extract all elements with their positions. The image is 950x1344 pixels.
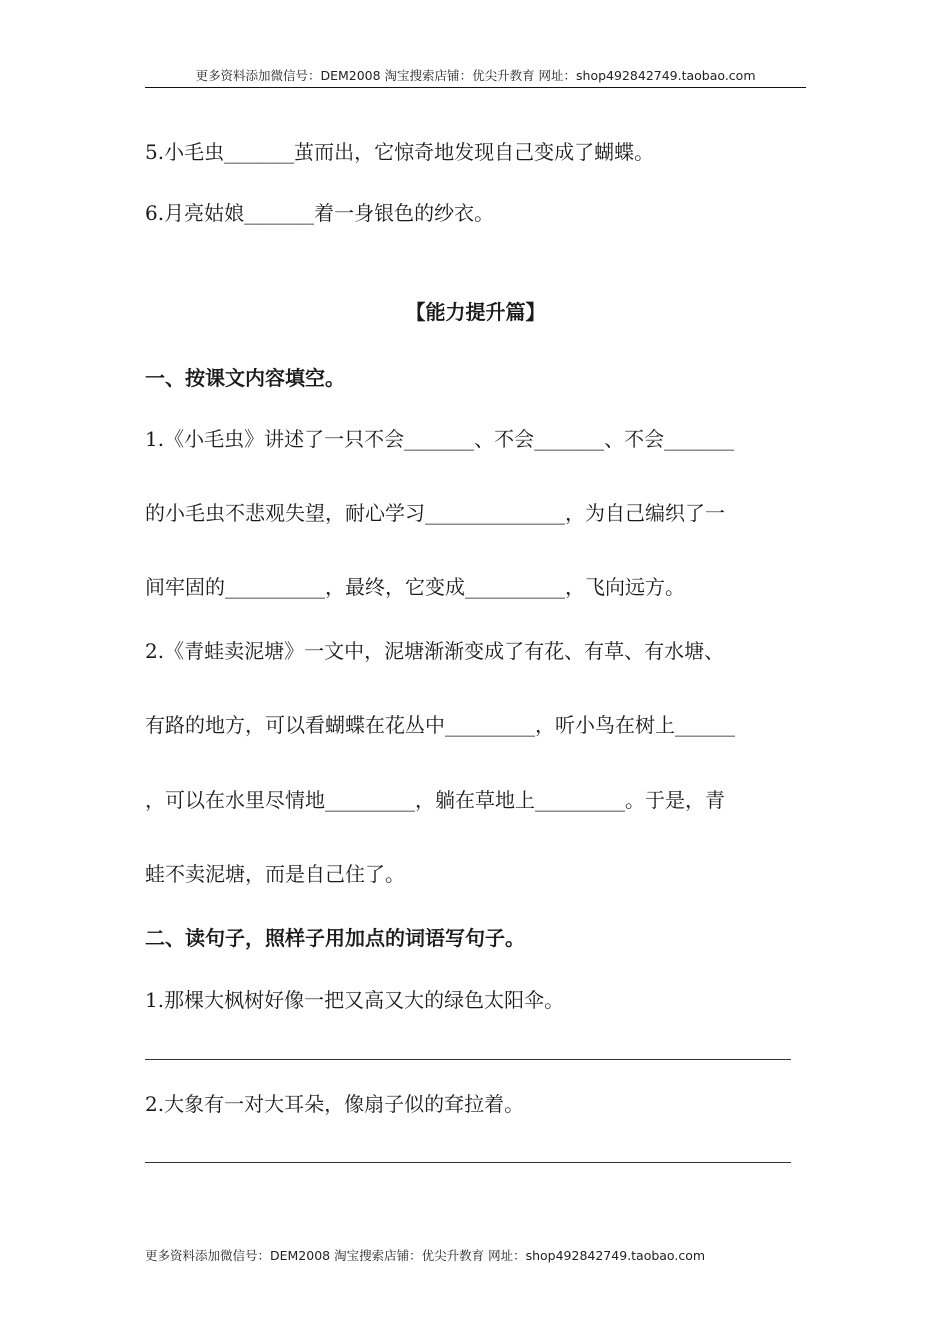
sentence-2: 2.大象有一对大耳朵，像扇子似的耷拉着。 [145,1092,525,1116]
part-2-heading: 二、读句子，照样子用加点的词语写句子。 [145,926,525,950]
passage-1-line-3: 间牢固的__________，最终，它变成__________，飞向远方。 [145,575,685,599]
page-header: 更多资料添加微信号：DEM2008 淘宝搜索店铺：优尖升教育 网址：shop492842749.taobao.com [195,68,756,83]
section-title: 【能力提升篇】 [405,300,546,324]
header-divider [145,87,806,88]
passage-1-line-2: 的小毛虫不悲观失望，耐心学习______________，为自己编织了一 [145,501,725,525]
sentence-1: 1.那棵大枫树好像一把又高又大的绿色太阳伞。 [145,988,565,1012]
passage-2-line-2: 有路的地方，可以看蝴蝶在花丛中_________，听小鸟在树上______ [145,713,735,737]
passage-2-line-3: ，可以在水里尽情地_________，躺在草地上_________。于是，青 [145,788,725,812]
question-6: 6.月亮姑娘_______着一身银色的纱衣。 [145,201,495,225]
passage-2-line-4: 蛙不卖泥塘，而是自己住了。 [145,862,405,886]
part-1-heading: 一、按课文内容填空。 [145,366,345,390]
answer-line-1 [145,1059,791,1060]
page-footer: 更多资料添加微信号：DEM2008 淘宝搜索店铺：优尖升教育 网址：shop492842749.taobao.com [145,1248,706,1263]
passage-2-line-1: 2.《青蛙卖泥塘》一文中，泥塘渐渐变成了有花、有草、有水塘、 [145,639,725,663]
question-5: 5.小毛虫_______茧而出，它惊奇地发现自己变成了蝴蝶。 [145,140,655,164]
passage-1-line-1: 1.《小毛虫》讲述了一只不会_______、不会_______、不会_______ [145,427,735,451]
answer-line-2 [145,1162,791,1163]
